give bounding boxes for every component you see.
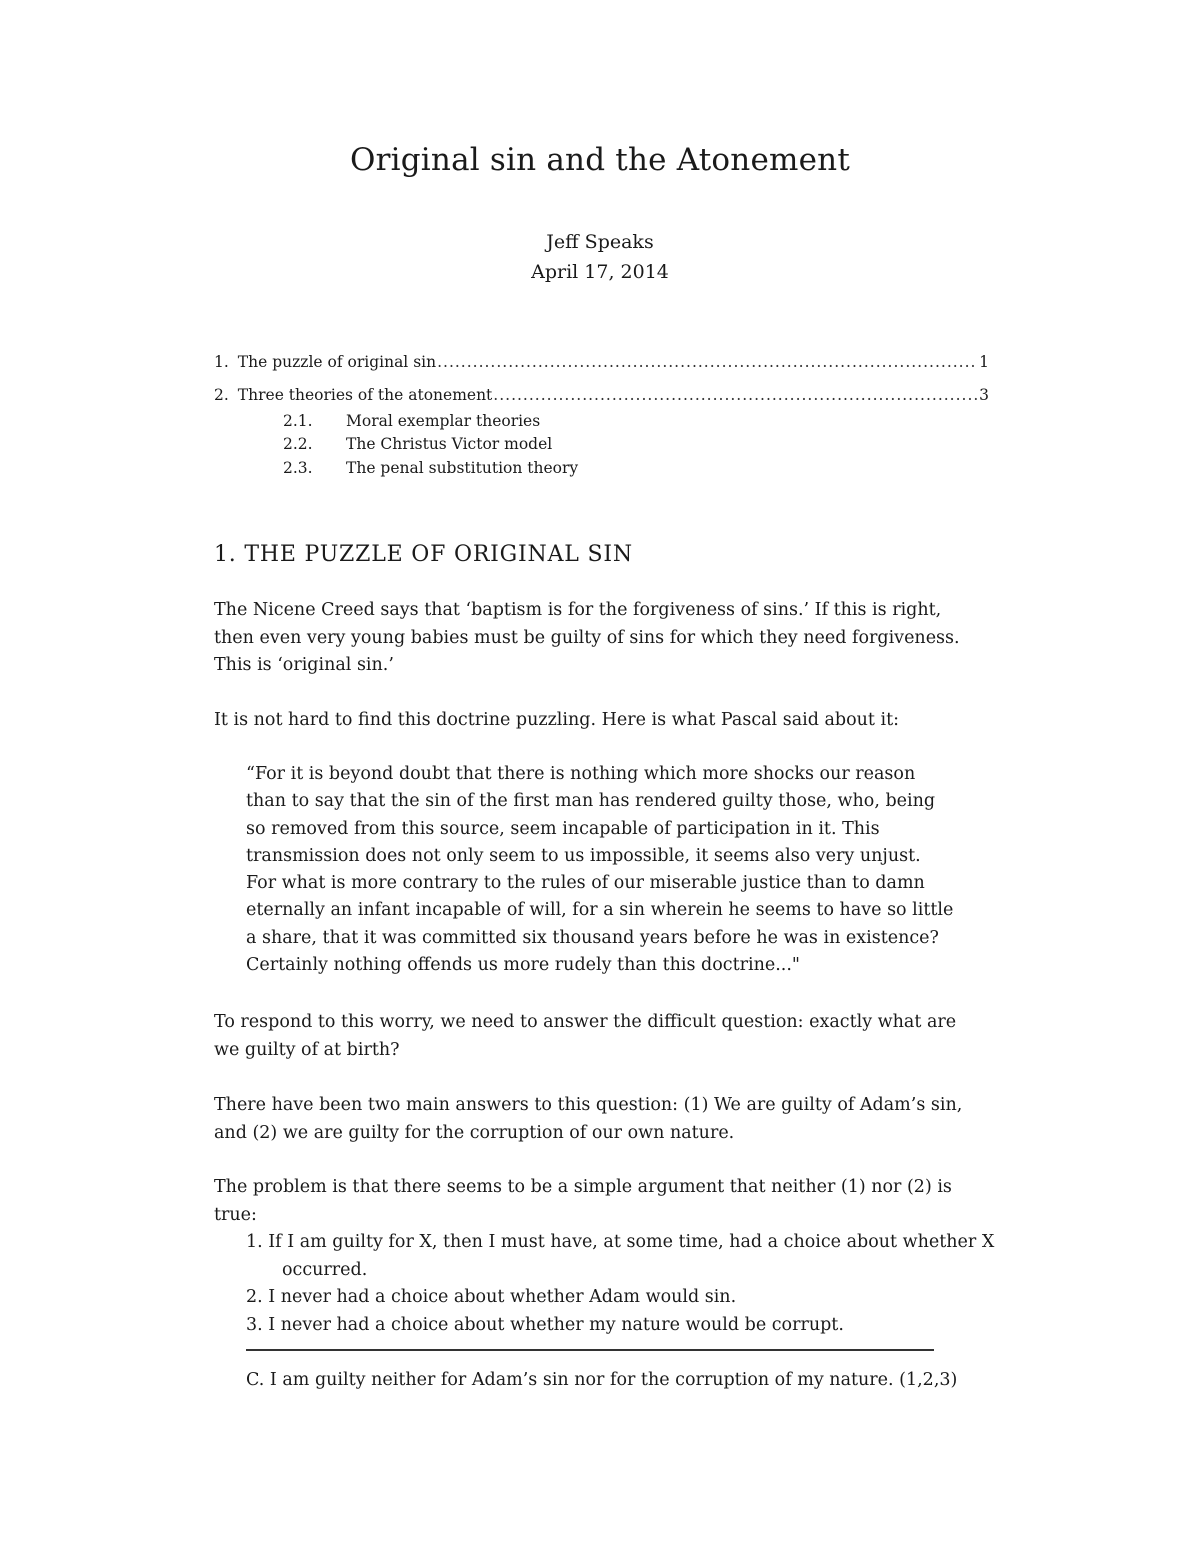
argument-premise: 2. I never had a choice about whether Adam would sin.: [246, 1287, 737, 1307]
toc-entry-number: 2.: [214, 386, 229, 404]
toc-subentry[interactable]: [283, 410, 540, 432]
toc-entry-label: The puzzle of original sin: [237, 353, 437, 371]
toc-entry-number: 1.: [214, 353, 229, 371]
paragraph: There have been two main answers to this question: (1) We are guilty of Adam’s sin, and (2) we are guilty for the corruption of our own nature.: [214, 1095, 963, 1143]
toc-subentry-label: Moral exemplar theories: [346, 412, 541, 430]
block-quote: “For it is beyond doubt that there is nothing which more shocks our reason than to say that the sin of the first man has rendered guilty those, who, being so removed from this source, seem incapable of participation in it. This transmission does not only seem to us impossible, it seems also very unjust. For what is more contrary to the rules of our miserable justice than to damn eternally an infant incapable of will, for a sin wherein he seems to have so little a share, that it was committed six thousand years before he was in existence? Certainly nothing offends us more rudely than this doctrine...": [246, 764, 954, 976]
toc-leader-dots: [437, 351, 978, 373]
argument-premise: [246, 1229, 1006, 1284]
paragraph: To respond to this worry, we need to answer the difficult question: exactly what are we guilty of at birth?: [214, 1012, 957, 1060]
toc-subentry-label: The Christus Victor model: [346, 435, 553, 453]
argument-premise-continuation: occurred.: [282, 1259, 368, 1280]
toc-entry[interactable]: [214, 384, 989, 406]
toc-entry[interactable]: [214, 351, 989, 373]
toc-subentry-number: 2.3.: [283, 459, 313, 477]
toc-subentry-label: The penal substitution theory: [346, 459, 579, 477]
paragraph: It is not hard to find this doctrine puzzling. Here is what Pascal said about it:: [214, 710, 900, 730]
document-title: Original sin and the Atonement: [350, 142, 850, 178]
author-name: Jeff Speaks: [546, 231, 654, 253]
argument-premise: 3. I never had a choice about whether my nature would be corrupt.: [246, 1315, 844, 1335]
toc-entry-label: Three theories of the atonement: [237, 386, 493, 404]
toc-entry-page: 3: [979, 386, 989, 404]
paragraph: The problem is that there seems to be a simple argument that neither (1) nor (2) is true:: [214, 1177, 952, 1225]
argument-conclusion: C. I am guilty neither for Adam’s sin nor for the corruption of my nature. (1,2,3): [246, 1370, 958, 1390]
toc-entry-page: 1: [979, 353, 989, 371]
toc-subentry-number: 2.1.: [283, 412, 313, 430]
toc-leader-dots: [493, 384, 978, 406]
section-heading: 1. THE PUZZLE OF ORIGINAL SIN: [214, 542, 633, 567]
argument-premise-text: 1. If I am guilty for X, then I must have, at some time, had a choice about whether X: [246, 1232, 995, 1252]
toc-subentry[interactable]: [283, 457, 578, 479]
paragraph: The Nicene Creed says that ‘baptism is for the forgiveness of sins.’ If this is right, then even very young babies must be guilty of sins for which they need forgiveness. This is ‘original sin.’: [214, 600, 960, 675]
toc-subentry-number: 2.2.: [283, 435, 313, 453]
document-date: April 17, 2014: [531, 261, 669, 283]
argument-divider: [246, 1349, 934, 1351]
toc-subentry[interactable]: [283, 433, 552, 455]
